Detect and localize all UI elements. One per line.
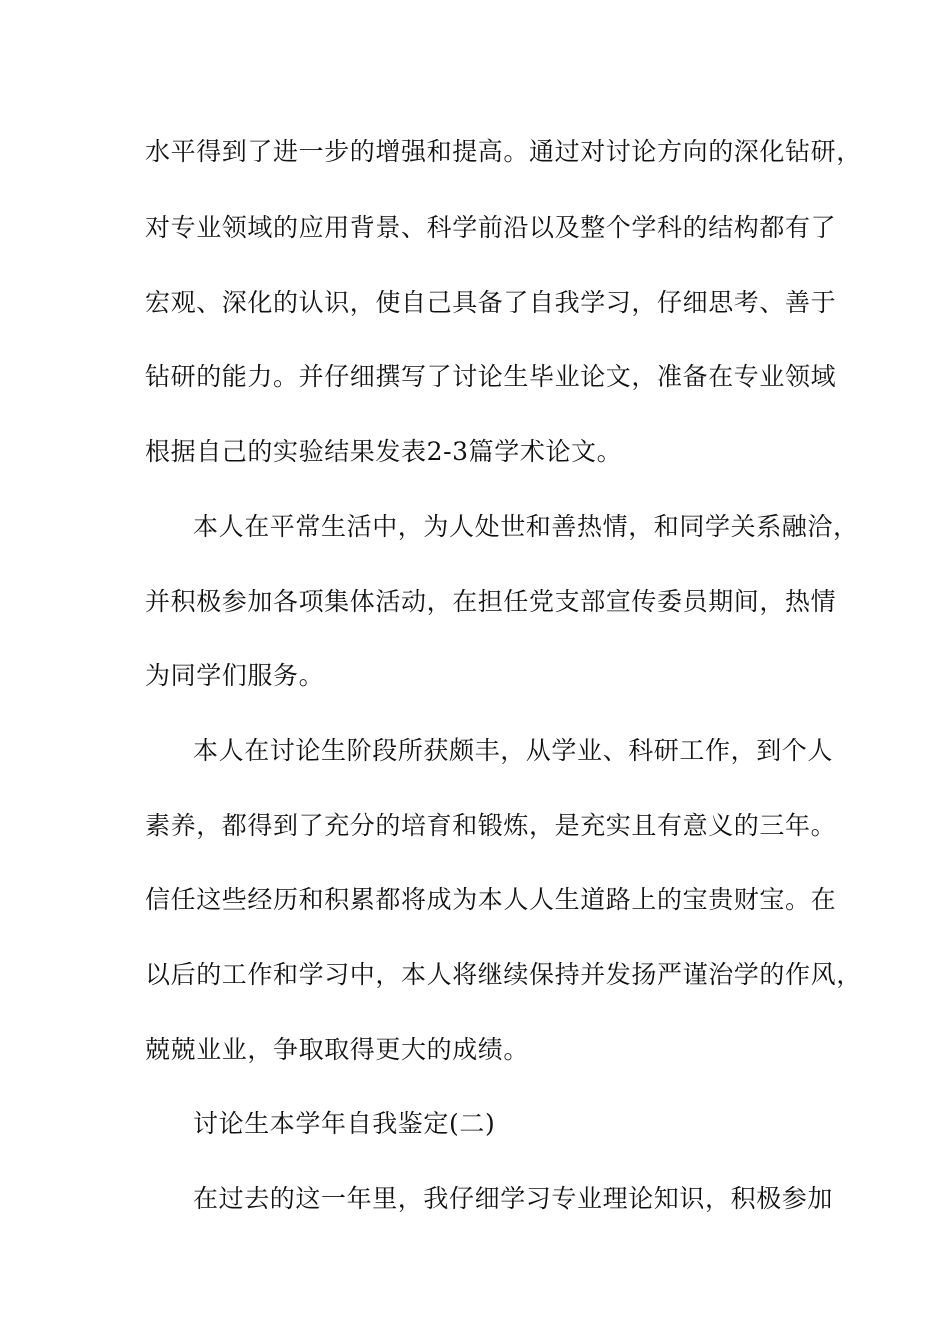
text-line: 对专业领域的应用背景、科学前沿以及整个学科的结构都有了 <box>145 213 837 242</box>
paragraph-first-line: 在过去的这一年里，我仔细学习专业理论知识，积极参加 <box>193 1184 834 1213</box>
section-heading: 讨论生本学年自我鉴定(二) <box>193 1109 496 1138</box>
text-line: 以后的工作和学习中，本人将继续保持并发扬严谨治学的作风， <box>145 960 862 989</box>
text-line: 宏观、深化的认识，使自己具备了自我学习，仔细思考、善于 <box>145 288 837 317</box>
text-line: 素养，都得到了充分的培育和锻炼，是充实且有意义的三年。 <box>145 811 837 840</box>
paragraph-first-line: 本人在讨论生阶段所获颇丰，从学业、科研工作，到个人 <box>193 736 834 765</box>
text-line: 水平得到了进一步的增强和提高。通过对讨论方向的深化钻研， <box>145 137 862 166</box>
text-line: 为同学们服务。 <box>145 661 325 690</box>
text-line: 信任这些经历和积累都将成为本人人生道路上的宝贵财宝。在 <box>145 885 837 914</box>
paragraph-first-line: 本人在平常生活中，为人处世和善热情，和同学关系融洽， <box>193 512 859 541</box>
text-line: 兢兢业业，争取取得更大的成绩。 <box>145 1035 530 1064</box>
text-line: 钻研的能力。并仔细撰写了讨论生毕业论文，准备在专业领域 <box>145 362 837 391</box>
text-line: 并积极参加各项集体活动，在担任党支部宣传委员期间，热情 <box>145 587 837 616</box>
text-line: 根据自己的实验结果发表2-3篇学术论文。 <box>145 437 623 466</box>
